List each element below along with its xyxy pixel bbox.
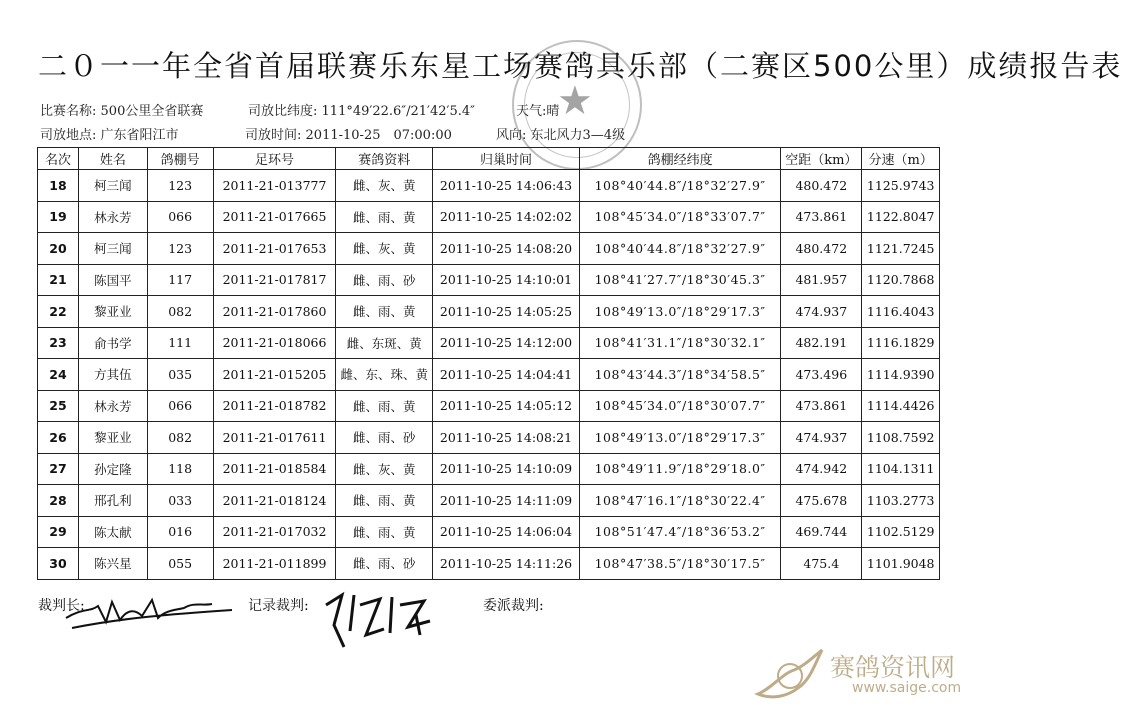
cell-name: 陈国平 <box>78 264 147 296</box>
cell-loft-no: 055 <box>147 548 213 580</box>
cell-speed: 1114.9390 <box>862 359 940 391</box>
cell-speed: 1120.7868 <box>862 264 940 296</box>
cell-loft-coords: 108°45′34.0″/18°30′07.7″ <box>580 390 781 422</box>
table-row <box>38 485 940 517</box>
cell-ring-no: 2011-21-017817 <box>213 264 336 296</box>
cell-arrival-time: 2011-10-25 14:05:25 <box>432 296 579 328</box>
cell-ring-no: 2011-21-013777 <box>213 170 336 202</box>
cell-speed: 1102.5129 <box>862 516 940 548</box>
cell-arrival-time: 2011-10-25 14:11:26 <box>432 548 579 580</box>
wind-value: 东北风力3—4级 <box>530 128 626 143</box>
table-header-row <box>38 148 940 170</box>
cell-name: 林永芳 <box>78 390 147 422</box>
cell-name: 黎亚业 <box>78 422 147 454</box>
cell-loft-no: 123 <box>147 233 213 265</box>
cell-pigeon-info: 雌、雨、黄 <box>336 201 433 233</box>
release-time-field <box>245 124 452 143</box>
col-header-loft-coords: 鸽棚经纬度 <box>580 148 781 170</box>
cell-loft-no: 035 <box>147 359 213 391</box>
star-icon: ★ <box>557 78 593 124</box>
cell-rank: 22 <box>38 296 79 328</box>
race-name-label: 比赛名称: <box>40 104 97 119</box>
cell-loft-no: 066 <box>147 201 213 233</box>
cell-distance: 473.861 <box>781 390 862 422</box>
cell-pigeon-info: 雌、雨、黄 <box>336 516 433 548</box>
cell-name: 陈兴星 <box>78 548 147 580</box>
release-coords-field <box>248 100 475 119</box>
cell-name: 柯三闻 <box>78 233 147 265</box>
cell-loft-coords: 108°49′13.0″/18°29′17.3″ <box>580 296 781 328</box>
release-coords-value: 111°49′22.6″/21′42′5.4″ <box>321 104 476 119</box>
cell-loft-coords: 108°41′27.7″/18°30′45.3″ <box>580 264 781 296</box>
cell-rank: 20 <box>38 233 79 265</box>
cell-pigeon-info: 雌、雨、砂 <box>336 548 433 580</box>
cell-arrival-time: 2011-10-25 14:06:04 <box>432 516 579 548</box>
col-header-distance: 空距（km） <box>781 148 862 170</box>
cell-loft-coords: 108°47′16.1″/18°30′22.4″ <box>580 485 781 517</box>
cell-ring-no: 2011-21-017665 <box>213 201 336 233</box>
cell-distance: 474.937 <box>781 296 862 328</box>
table-row <box>38 548 940 580</box>
cell-speed: 1101.9048 <box>862 548 940 580</box>
cell-ring-no: 2011-21-018066 <box>213 327 336 359</box>
cell-pigeon-info: 雌、东、珠、黄 <box>336 359 433 391</box>
cell-arrival-time: 2011-10-25 14:12:00 <box>432 327 579 359</box>
cell-speed: 1116.1829 <box>862 327 940 359</box>
report-title: 二０一一年全省首届联赛乐东星工场赛鸽具乐部（二赛区500公里）成绩报告表 <box>38 49 1122 83</box>
table-row <box>38 453 940 485</box>
cell-distance: 475.678 <box>781 485 862 517</box>
cell-pigeon-info: 雌、雨、黄 <box>336 390 433 422</box>
table-row <box>38 422 940 454</box>
table-row <box>38 233 940 265</box>
cell-name: 黎亚业 <box>78 296 147 328</box>
cell-speed: 1104.1311 <box>862 453 940 485</box>
cell-arrival-time: 2011-10-25 14:06:43 <box>432 170 579 202</box>
cell-loft-coords: 108°49′13.0″/18°29′17.3″ <box>580 422 781 454</box>
cell-loft-no: 082 <box>147 296 213 328</box>
cell-rank: 29 <box>38 516 79 548</box>
cell-loft-coords: 108°47′38.5″/18°30′17.5″ <box>580 548 781 580</box>
wind-label: 风向: <box>496 128 527 143</box>
col-header-rank: 名次 <box>38 148 79 170</box>
cell-ring-no: 2011-21-018124 <box>213 485 336 517</box>
cell-speed: 1116.4043 <box>862 296 940 328</box>
cell-distance: 474.942 <box>781 453 862 485</box>
cell-loft-coords: 108°43′44.3″/18°34′58.5″ <box>580 359 781 391</box>
watermark-site-name: 赛鸽资讯网 <box>830 653 956 682</box>
cell-ring-no: 2011-21-018782 <box>213 390 336 422</box>
cell-distance: 473.861 <box>781 201 862 233</box>
cell-name: 孙定隆 <box>78 453 147 485</box>
col-header-arrival: 归巢时间 <box>432 148 579 170</box>
table-row <box>38 201 940 233</box>
cell-name: 林永芳 <box>78 201 147 233</box>
cell-distance: 481.957 <box>781 264 862 296</box>
cell-pigeon-info: 雌、灰、黄 <box>336 170 433 202</box>
cell-loft-coords: 108°40′44.8″/18°32′27.9″ <box>580 170 781 202</box>
cell-name: 邢孔利 <box>78 485 147 517</box>
table-row <box>38 170 940 202</box>
cell-name: 俞书学 <box>78 327 147 359</box>
release-location-label: 司放地点: <box>40 128 97 143</box>
race-name-value: 500公里全省联赛 <box>100 104 204 119</box>
recorder-judge-label: 记录裁判: <box>248 598 309 614</box>
table-row <box>38 390 940 422</box>
cell-loft-coords: 108°40′44.8″/18°32′27.9″ <box>580 233 781 265</box>
wind-field <box>496 124 625 143</box>
release-coords-label: 司放比纬度: <box>248 104 318 119</box>
table-row <box>38 296 940 328</box>
cell-distance: 469.744 <box>781 516 862 548</box>
cell-arrival-time: 2011-10-25 14:11:09 <box>432 485 579 517</box>
cell-ring-no: 2011-21-017860 <box>213 296 336 328</box>
delegate-judge-label: 委派裁判: <box>483 598 544 614</box>
cell-distance: 482.191 <box>781 327 862 359</box>
chief-judge-label: 裁判长: <box>38 598 85 614</box>
cell-loft-no: 117 <box>147 264 213 296</box>
recorder-judge-signature <box>320 585 450 655</box>
col-header-pigeon-info: 赛鸽资料 <box>336 148 433 170</box>
cell-name: 方其伍 <box>78 359 147 391</box>
cell-speed: 1103.2773 <box>862 485 940 517</box>
cell-distance: 473.496 <box>781 359 862 391</box>
cell-rank: 25 <box>38 390 79 422</box>
cell-arrival-time: 2011-10-25 14:08:20 <box>432 233 579 265</box>
cell-pigeon-info: 雌、雨、黄 <box>336 485 433 517</box>
release-time-value: 2011-10-25 07:00:00 <box>305 128 452 143</box>
cell-arrival-time: 2011-10-25 14:10:09 <box>432 453 579 485</box>
cell-speed: 1122.8047 <box>862 201 940 233</box>
cell-loft-coords: 108°45′34.0″/18°33′07.7″ <box>580 201 781 233</box>
weather-value: 天气:晴 <box>516 104 560 119</box>
cell-loft-no: 111 <box>147 327 213 359</box>
cell-rank: 27 <box>38 453 79 485</box>
watermark-site-url: www.saige.com <box>852 680 962 696</box>
release-time-label: 司放时间: <box>245 128 302 143</box>
table-row <box>38 264 940 296</box>
cell-rank: 21 <box>38 264 79 296</box>
cell-ring-no: 2011-21-018584 <box>213 453 336 485</box>
cell-arrival-time: 2011-10-25 14:05:12 <box>432 390 579 422</box>
cell-loft-no: 118 <box>147 453 213 485</box>
release-location-value: 广东省阳江市 <box>100 128 179 143</box>
cell-rank: 26 <box>38 422 79 454</box>
cell-distance: 480.472 <box>781 170 862 202</box>
cell-arrival-time: 2011-10-25 14:08:21 <box>432 422 579 454</box>
cell-loft-no: 082 <box>147 422 213 454</box>
cell-ring-no: 2011-21-017611 <box>213 422 336 454</box>
cell-distance: 474.937 <box>781 422 862 454</box>
col-header-speed: 分速（m） <box>862 148 940 170</box>
cell-pigeon-info: 雌、雨、砂 <box>336 264 433 296</box>
cell-ring-no: 2011-21-017653 <box>213 233 336 265</box>
cell-rank: 24 <box>38 359 79 391</box>
cell-loft-no: 066 <box>147 390 213 422</box>
cell-pigeon-info: 雌、雨、砂 <box>336 422 433 454</box>
cell-loft-coords: 108°51′47.4″/18°36′53.2″ <box>580 516 781 548</box>
cell-arrival-time: 2011-10-25 14:02:02 <box>432 201 579 233</box>
cell-name: 陈太献 <box>78 516 147 548</box>
cell-loft-no: 123 <box>147 170 213 202</box>
cell-rank: 23 <box>38 327 79 359</box>
col-header-name: 姓名 <box>78 148 147 170</box>
cell-rank: 30 <box>38 548 79 580</box>
site-watermark <box>752 640 982 710</box>
results-table <box>37 147 940 580</box>
cell-pigeon-info: 雌、灰、黄 <box>336 453 433 485</box>
cell-rank: 19 <box>38 201 79 233</box>
cell-distance: 480.472 <box>781 233 862 265</box>
table-row <box>38 327 940 359</box>
cell-pigeon-info: 雌、灰、黄 <box>336 233 433 265</box>
cell-distance: 475.4 <box>781 548 862 580</box>
cell-loft-coords: 108°41′31.1″/18°30′32.1″ <box>580 327 781 359</box>
cell-arrival-time: 2011-10-25 14:10:01 <box>432 264 579 296</box>
cell-ring-no: 2011-21-017032 <box>213 516 336 548</box>
cell-rank: 28 <box>38 485 79 517</box>
cell-loft-coords: 108°49′11.9″/18°29′18.0″ <box>580 453 781 485</box>
table-row <box>38 516 940 548</box>
col-header-loft: 鸽棚号 <box>147 148 213 170</box>
table-row <box>38 359 940 391</box>
cell-speed: 1108.7592 <box>862 422 940 454</box>
cell-ring-no: 2011-21-011899 <box>213 548 336 580</box>
pigeon-logo-icon <box>752 644 828 706</box>
cell-name: 柯三闻 <box>78 170 147 202</box>
cell-loft-no: 016 <box>147 516 213 548</box>
race-name-field <box>40 100 203 119</box>
cell-rank: 18 <box>38 170 79 202</box>
cell-speed: 1114.4426 <box>862 390 940 422</box>
cell-pigeon-info: 雌、东斑、黄 <box>336 327 433 359</box>
cell-loft-no: 033 <box>147 485 213 517</box>
cell-arrival-time: 2011-10-25 14:04:41 <box>432 359 579 391</box>
col-header-ring: 足环号 <box>213 148 336 170</box>
release-location-field <box>40 124 179 143</box>
cell-pigeon-info: 雌、雨、黄 <box>336 296 433 328</box>
cell-speed: 1125.9743 <box>862 170 940 202</box>
cell-ring-no: 2011-21-015205 <box>213 359 336 391</box>
chief-judge-signature <box>62 588 242 638</box>
cell-speed: 1121.7245 <box>862 233 940 265</box>
